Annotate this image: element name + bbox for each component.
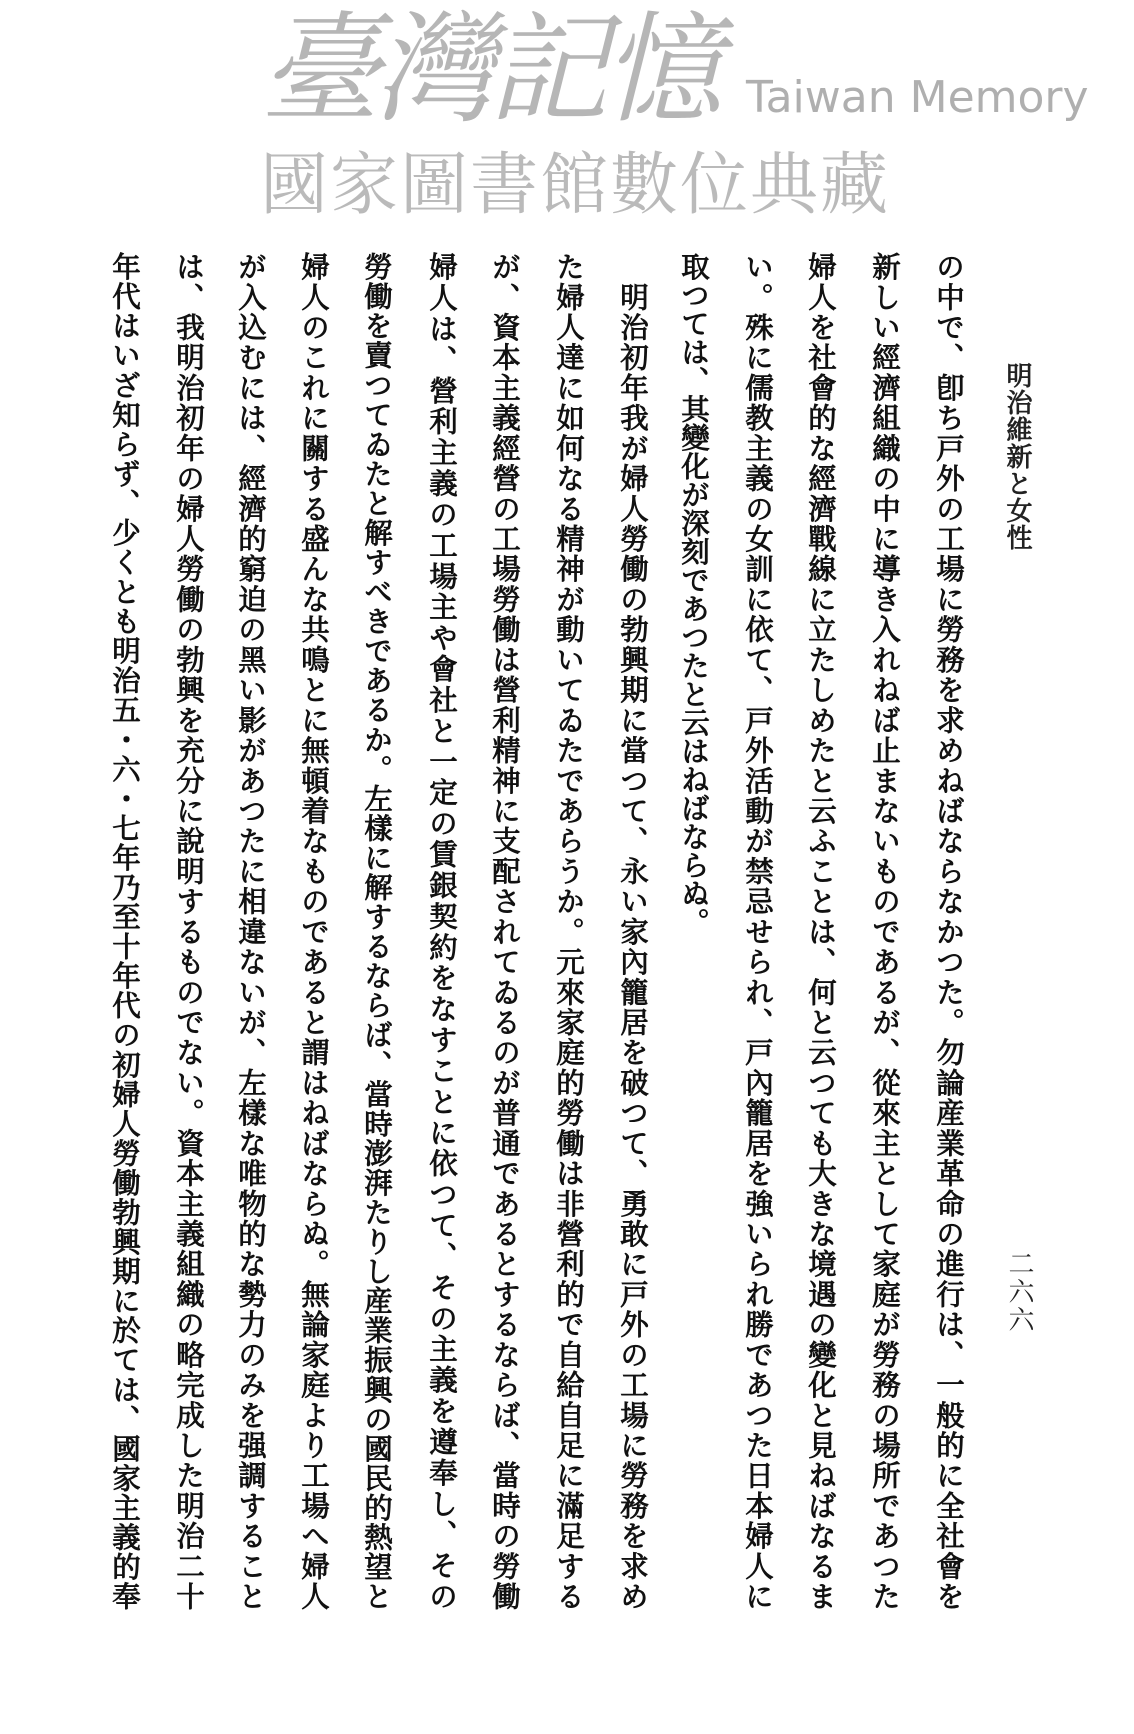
text-column: 新しい經濟組織の中に導き入れねば止まないものであるが、從來主として家庭が勞務の場所であつた <box>868 252 902 1610</box>
text-column: 婦人は、營利主義の工場主や會社と一定の賃銀契約をなすことに依つて、その主義を遵奉し、その <box>425 252 459 1610</box>
text-column: い。殊に儒教主義の女訓に依て、戸外活動が禁忌せられ、戸內籠居を強いられ勝であつた日本婦人に <box>741 252 775 1611</box>
watermark <box>260 1 1120 242</box>
running-title: 明治維新と女性 <box>1002 362 1032 551</box>
watermark-logo: 臺灣記憶 <box>260 1 716 140</box>
text-column: た婦人達に如何なる精神が動いてゐたであらうか。元來家庭的勞働は非營利的で自給自足に滿足する <box>552 252 586 1611</box>
text-column: 明治初年我が婦人勞働の勃興期に當つて、永い家內籠居を破つて、勇敢に戸外の工場に勞務を求め <box>616 252 650 1610</box>
text-column: が入込むには、經濟的窮迫の黑い影があつたに相違ないが、左樣な唯物的な勢力のみを强調すること <box>234 252 268 1610</box>
text-column: の中で、卽ち戸外の工場に勞務を求めねばならなかつた。勿論産業革命の進行は、一般的に全社會を <box>932 252 966 1610</box>
text-column: 取つては、其變化が深刻であつたと云はねばならぬ。 <box>677 252 711 936</box>
watermark-top-row <box>260 1 1120 140</box>
watermark-institution: 國家圖書館數位典藏 <box>260 146 891 225</box>
watermark-english: Taiwan Memory <box>746 72 1089 123</box>
text-column: が、資本主義經營の工場勞働は營利精神に支配されてゐるのが普通であるとするならば、當時の勞働 <box>488 252 522 1610</box>
text-column: は、我明治初年の婦人勞働の勃興を充分に說明するものでない。資本主義組織の略完成した明治二十 <box>172 252 206 1610</box>
text-column: 勞働を賣つてゐたと解すべきであるか。左樣に解するならば、當時澎湃たりし産業振興の國民的熱望と <box>360 252 394 1610</box>
text-column: 婦人のこれに關する盛んな共鳴とに無頓着なものであると謂はねばならぬ。無論家庭より工場へ婦人 <box>297 252 331 1610</box>
page-number: 二六六 <box>1004 1250 1034 1334</box>
text-column: 婦人を社會的な經濟戰線に立たしめたと云ふことは、何と云つても大きな境遇の變化と見ねばなるま <box>804 252 838 1610</box>
text-column: 年代はいざ知らず、少くとも明治五・六・七年乃至十年代の初婦人勞働勃興期に於ては、國家主義的奉 <box>108 252 142 1610</box>
